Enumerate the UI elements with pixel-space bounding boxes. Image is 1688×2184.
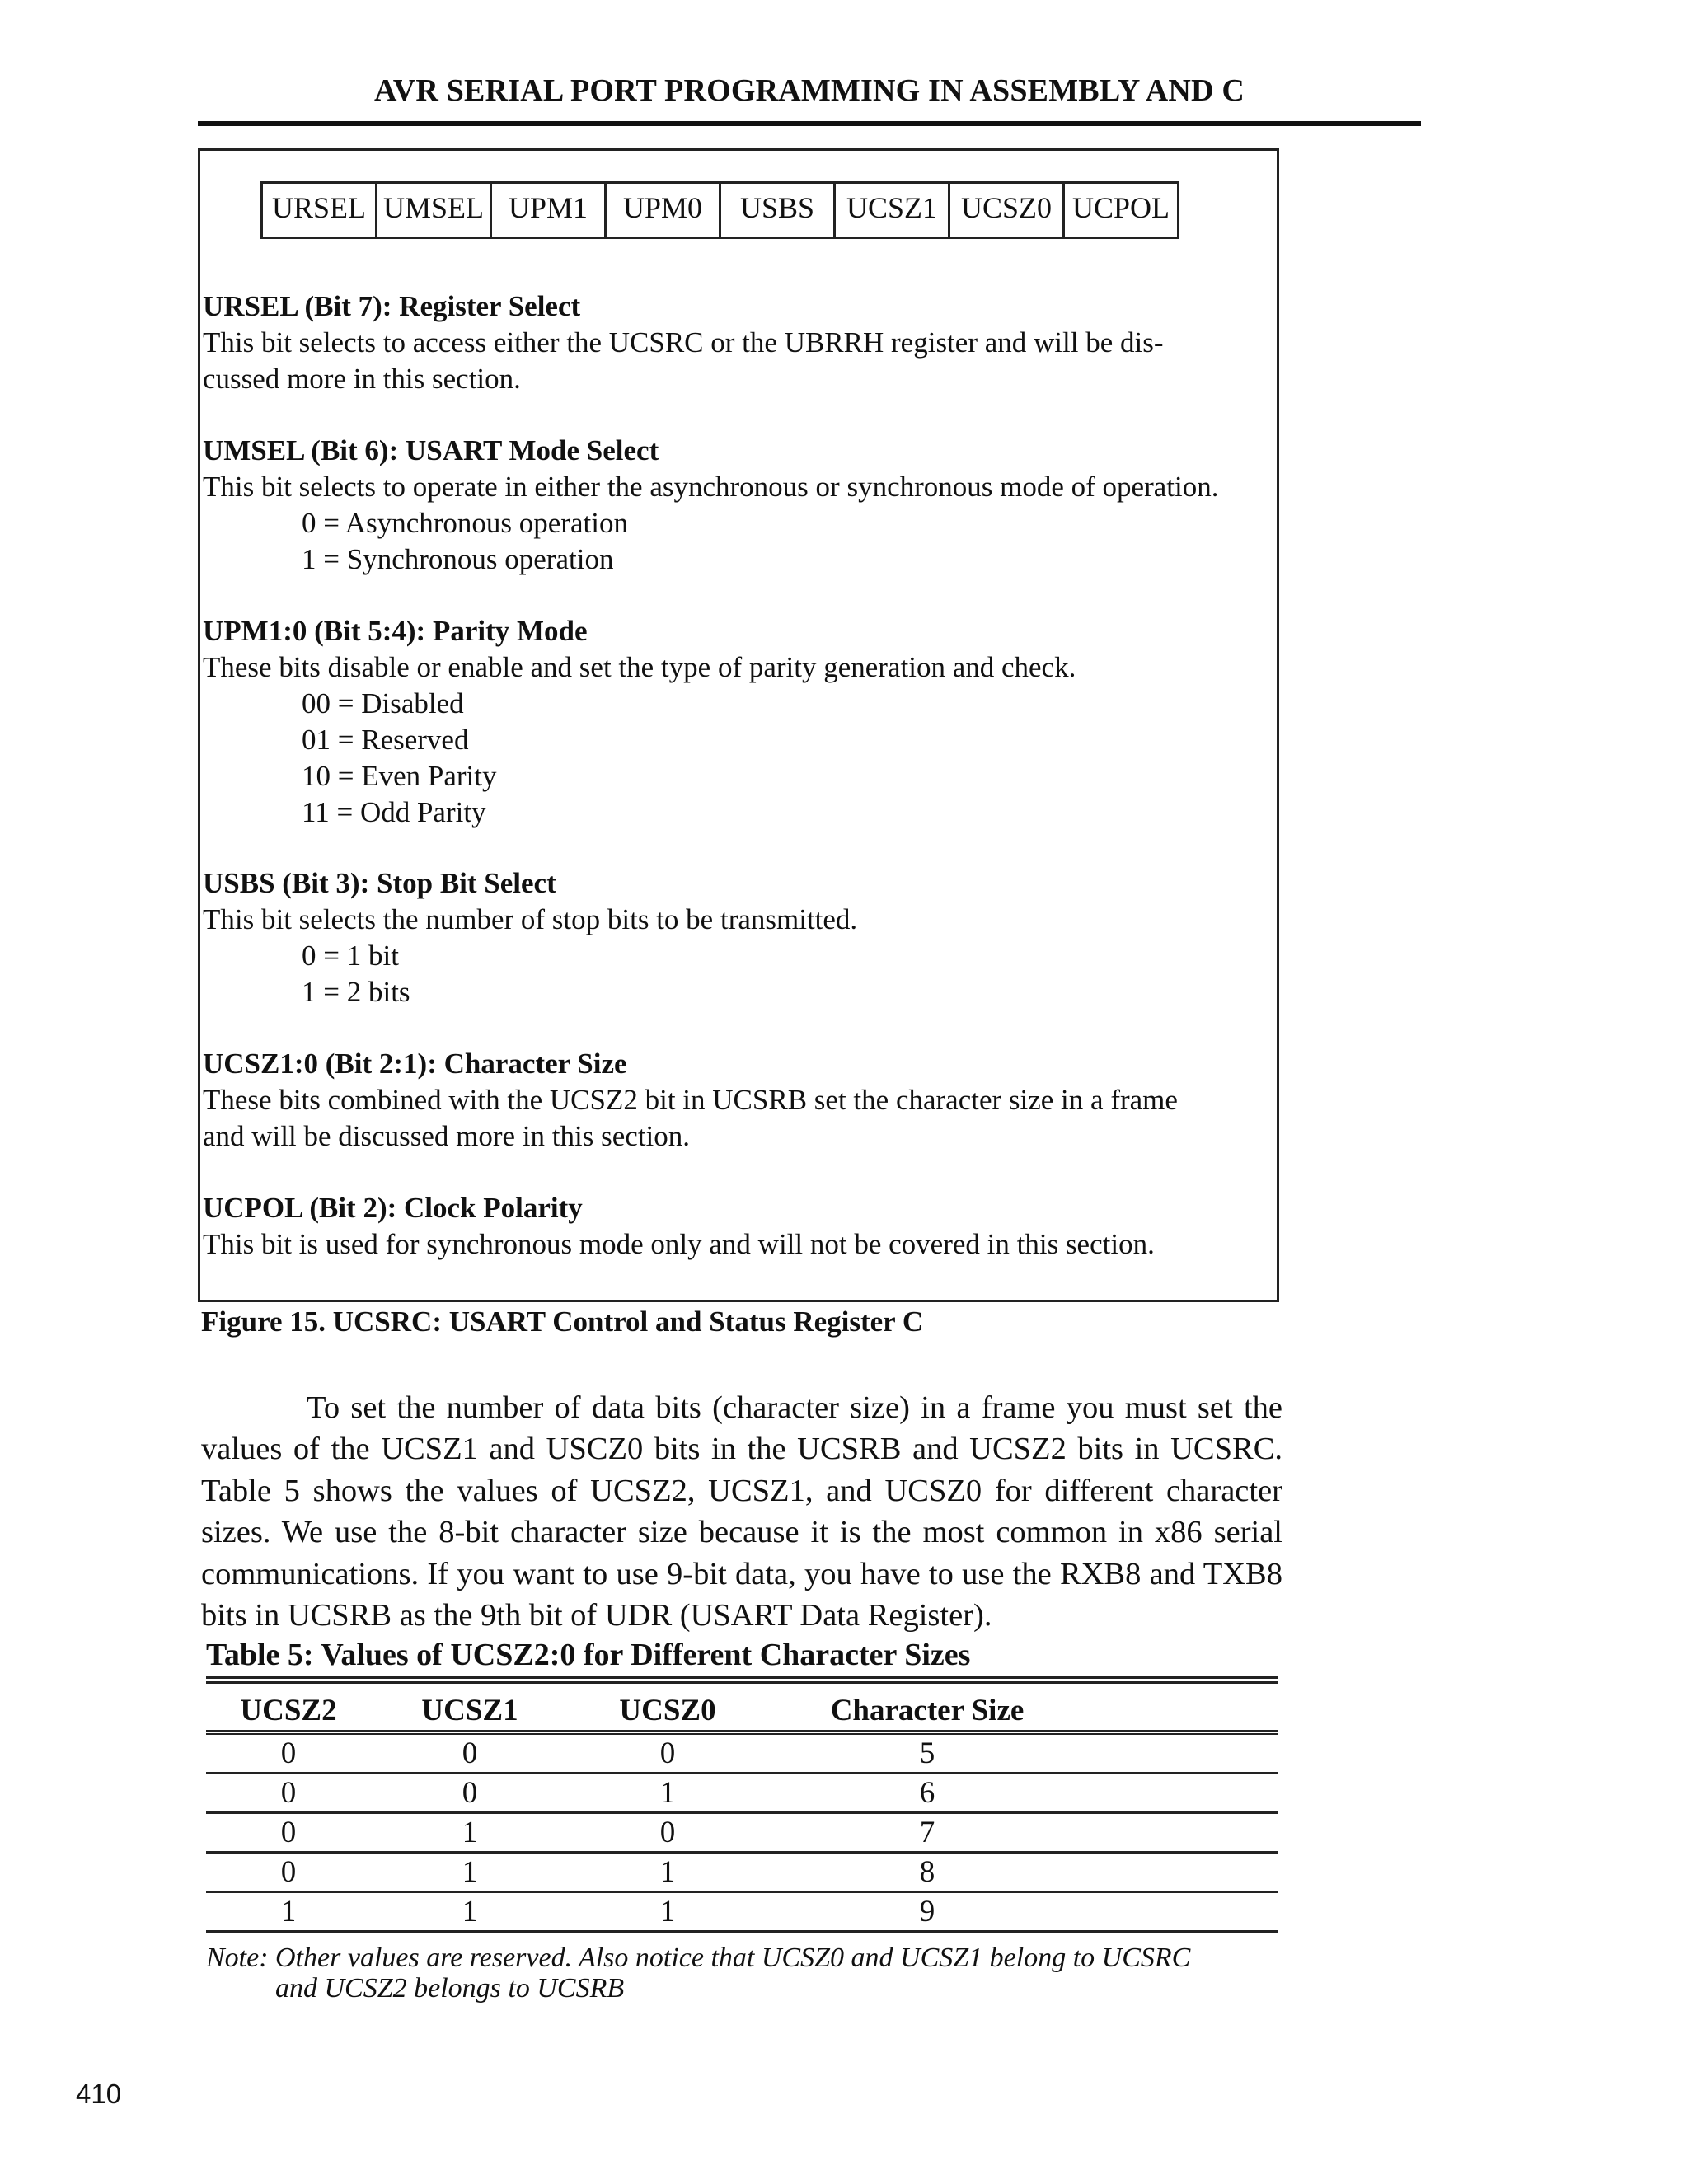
table-cell: 1 xyxy=(206,1892,371,1932)
bit-description-title: USBS (Bit 3): Stop Bit Select xyxy=(203,867,556,899)
header-rule xyxy=(198,121,1421,126)
bit-description-line: This bit selects the number of stop bits to be transmitted. xyxy=(203,903,858,935)
bit-description-ursel xyxy=(203,288,1279,397)
bit-description-umsel xyxy=(203,433,1279,578)
table-top-rule xyxy=(206,1681,1278,1684)
table-note xyxy=(206,1943,1286,2004)
bit-description-usbs xyxy=(203,865,1279,1010)
bit-description-ucpol xyxy=(203,1190,1279,1263)
register-bit-cell: UCSZ0 xyxy=(950,183,1064,238)
table-cell: 6 xyxy=(767,1774,1088,1813)
bit-description-title: UCSZ1:0 (Bit 2:1): Character Size xyxy=(203,1047,627,1080)
bit-option: 1 = Synchronous operation xyxy=(302,543,614,575)
table-row xyxy=(206,1892,1278,1932)
bit-description-line: This bit selects to access either the UCSRC or the UBRRH register and will be dis- xyxy=(203,326,1164,359)
body-paragraph: To set the number of data bits (character size) in a frame you must set the values of the UCSZ1 and USCZ0 bits in the UCSRB and UCSZ2 bits in UCSRC. Table 5 shows the values of UCSZ2, UCSZ1, and UCSZ0 for different character sizes. We use the 8-bit character size because it is the most common in x86 serial communications. If you want to use 9-bit data, you have to use the RXB8 and TXB8 bits in UCSRB as the 9th bit of UDR (USART Data Register). xyxy=(201,1390,1282,1633)
table-header-cell: Character Size xyxy=(767,1692,1088,1732)
table-cell: 1 xyxy=(371,1892,569,1932)
table-row xyxy=(206,1813,1278,1853)
table-top-rule xyxy=(206,1676,1278,1679)
table-header-cell: UCSZ2 xyxy=(206,1692,371,1732)
running-header: AVR SERIAL PORT PROGRAMMING IN ASSEMBLY AND C xyxy=(373,73,1245,108)
bit-description-title: URSEL (Bit 7): Register Select xyxy=(203,290,581,322)
table-spacer-cell xyxy=(1088,1813,1278,1853)
register-bit-cell: UCSZ1 xyxy=(835,183,950,238)
register-bit-table xyxy=(260,181,1179,239)
register-bit-cell: USBS xyxy=(720,183,835,238)
register-bit-cell: UCPOL xyxy=(1064,183,1179,238)
table-spacer-cell xyxy=(1088,1853,1278,1892)
bit-description-line: These bits disable or enable and set the type of parity generation and check. xyxy=(203,651,1076,683)
table-cell: 1 xyxy=(569,1853,767,1892)
bit-description-line: cussed more in this section. xyxy=(203,363,521,395)
table-header-row xyxy=(206,1692,1278,1732)
table-cell: 0 xyxy=(206,1732,371,1774)
table-header-cell: UCSZ0 xyxy=(569,1692,767,1732)
bit-description-line: This bit is used for synchronous mode only and will not be covered in this section. xyxy=(203,1228,1155,1260)
bit-description-line: These bits combined with the UCSZ2 bit in UCSRB set the character size in a frame xyxy=(203,1084,1178,1116)
register-bit-cell: URSEL xyxy=(262,183,377,238)
bit-description-title: UCPOL (Bit 2): Clock Polarity xyxy=(203,1192,583,1224)
table-spacer-cell xyxy=(1088,1732,1278,1774)
table-cell: 0 xyxy=(371,1732,569,1774)
table-spacer-cell xyxy=(1088,1774,1278,1813)
table-row xyxy=(206,1853,1278,1892)
table-spacer-cell xyxy=(1088,1892,1278,1932)
bit-description-title: UPM1:0 (Bit 5:4): Parity Mode xyxy=(203,615,588,647)
bit-option: 1 = 2 bits xyxy=(302,976,410,1008)
bit-option: 11 = Odd Parity xyxy=(302,796,486,828)
register-bit-cell: UPM1 xyxy=(491,183,606,238)
table-cell: 7 xyxy=(767,1813,1088,1853)
figure-caption: Figure 15. UCSRC: USART Control and Status Register C xyxy=(201,1305,924,1338)
table-title: Table 5: Values of UCSZ2:0 for Different Character Sizes xyxy=(206,1638,971,1672)
table-cell: 0 xyxy=(206,1774,371,1813)
page-number: 410 xyxy=(76,2079,122,2109)
character-size-table xyxy=(206,1692,1278,1933)
table-row xyxy=(206,1732,1278,1774)
table-header-cell: UCSZ1 xyxy=(371,1692,569,1732)
bit-description-upm xyxy=(203,613,1279,831)
register-bit-cell: UPM0 xyxy=(606,183,720,238)
bit-description-line: This bit selects to operate in either the asynchronous or synchronous mode of operation. xyxy=(203,471,1219,503)
table-cell: 0 xyxy=(206,1813,371,1853)
table-note-line: Note: Other values are reserved. Also notice that UCSZ0 and UCSZ1 belong to UCSRC xyxy=(206,1943,1191,1973)
bit-option: 01 = Reserved xyxy=(302,724,469,756)
bit-option: 00 = Disabled xyxy=(302,687,464,719)
table-cell: 9 xyxy=(767,1892,1088,1932)
bit-option: 10 = Even Parity xyxy=(302,760,497,792)
table-cell: 1 xyxy=(371,1853,569,1892)
table-cell: 0 xyxy=(371,1774,569,1813)
table-cell: 1 xyxy=(569,1892,767,1932)
bit-description-ucsz xyxy=(203,1046,1279,1155)
table-note-line: and UCSZ2 belongs to UCSRB xyxy=(275,1973,625,2004)
table-cell: 0 xyxy=(569,1732,767,1774)
bit-description-line: and will be discussed more in this section. xyxy=(203,1120,691,1152)
table-cell: 1 xyxy=(371,1813,569,1853)
table-row xyxy=(206,1774,1278,1813)
bit-option: 0 = Asynchronous operation xyxy=(302,507,628,539)
table-cell: 8 xyxy=(767,1853,1088,1892)
register-bit-cell: UMSEL xyxy=(377,183,491,238)
table-cell: 5 xyxy=(767,1732,1088,1774)
bit-option: 0 = 1 bit xyxy=(302,940,399,972)
table-cell: 1 xyxy=(569,1774,767,1813)
table-cell: 0 xyxy=(569,1813,767,1853)
bit-description-title: UMSEL (Bit 6): USART Mode Select xyxy=(203,434,659,466)
table-cell: 0 xyxy=(206,1853,371,1892)
register-bit-row xyxy=(262,183,1179,238)
table-header-spacer xyxy=(1088,1692,1278,1732)
